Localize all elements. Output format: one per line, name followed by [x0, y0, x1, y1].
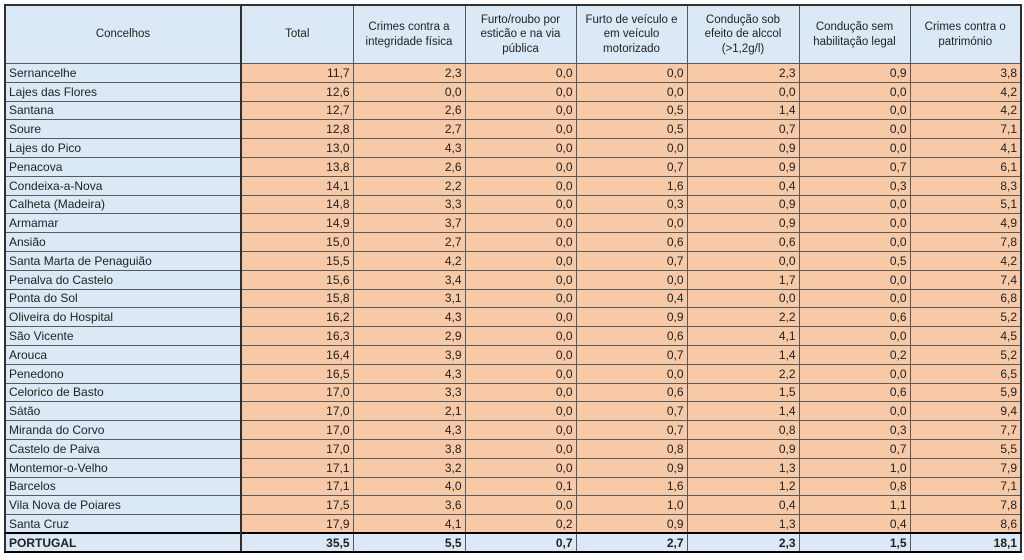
concelho-name-cell: Sernancelhe: [5, 64, 241, 83]
value-cell: 17,0: [241, 383, 353, 402]
value-cell: 0,7: [576, 157, 687, 176]
value-cell: 0,7: [687, 120, 799, 139]
value-cell: 2,7: [353, 120, 465, 139]
value-cell: 0,0: [465, 176, 576, 195]
value-cell: 0,8: [687, 421, 799, 440]
value-cell: 15,0: [241, 233, 353, 252]
value-cell: 35,5: [241, 533, 353, 552]
table-row: [5, 364, 1021, 383]
value-cell: 8,3: [910, 176, 1021, 195]
value-cell: 4,3: [353, 308, 465, 327]
table-row: [5, 195, 1021, 214]
value-cell: 14,8: [241, 195, 353, 214]
value-cell: 0,0: [465, 345, 576, 364]
value-cell: 0,0: [799, 101, 910, 120]
value-cell: 1,0: [799, 458, 910, 477]
concelho-name-cell: Penacova: [5, 157, 241, 176]
concelho-name-cell: Penedono: [5, 364, 241, 383]
value-cell: 0,5: [799, 251, 910, 270]
value-cell: 3,8: [353, 439, 465, 458]
concelho-name-cell: Santana: [5, 101, 241, 120]
table-row: [5, 439, 1021, 458]
total-row: [5, 533, 1021, 552]
value-cell: 4,5: [910, 327, 1021, 346]
value-cell: 6,8: [910, 289, 1021, 308]
value-cell: 0,6: [576, 327, 687, 346]
value-cell: 3,3: [353, 195, 465, 214]
value-cell: 5,1: [910, 195, 1021, 214]
value-cell: 0,0: [465, 157, 576, 176]
value-cell: 0,6: [576, 383, 687, 402]
value-cell: 0,0: [687, 289, 799, 308]
table-row: [5, 233, 1021, 252]
value-cell: 15,6: [241, 270, 353, 289]
value-cell: 1,4: [687, 402, 799, 421]
column-header: Condução sob efeito de alccol (>1,2g/l): [687, 5, 799, 64]
value-cell: 0,0: [799, 233, 910, 252]
value-cell: 17,0: [241, 439, 353, 458]
value-cell: 16,3: [241, 327, 353, 346]
value-cell: 0,0: [465, 233, 576, 252]
table-body: [5, 64, 1021, 553]
value-cell: 0,6: [687, 233, 799, 252]
value-cell: 4,2: [353, 251, 465, 270]
crime-statistics-table: [4, 4, 1022, 553]
table-row: [5, 176, 1021, 195]
value-cell: 15,8: [241, 289, 353, 308]
value-cell: 17,1: [241, 477, 353, 496]
value-cell: 0,7: [799, 157, 910, 176]
value-cell: 2,9: [353, 327, 465, 346]
value-cell: 0,9: [576, 515, 687, 534]
value-cell: 2,1: [353, 402, 465, 421]
header-row: [5, 5, 1021, 64]
value-cell: 0,0: [576, 214, 687, 233]
value-cell: 0,0: [465, 496, 576, 515]
value-cell: 12,6: [241, 82, 353, 101]
table-row: [5, 289, 1021, 308]
value-cell: 3,1: [353, 289, 465, 308]
table-header: [5, 5, 1021, 64]
table-row: [5, 214, 1021, 233]
value-cell: 2,2: [353, 176, 465, 195]
table-row: [5, 345, 1021, 364]
value-cell: 0,0: [687, 82, 799, 101]
value-cell: 0,0: [465, 214, 576, 233]
concelho-name-cell: Miranda do Corvo: [5, 421, 241, 440]
value-cell: 0,0: [465, 421, 576, 440]
value-cell: 17,9: [241, 515, 353, 534]
value-cell: 0,7: [799, 439, 910, 458]
value-cell: 0,0: [465, 139, 576, 158]
value-cell: 3,4: [353, 270, 465, 289]
value-cell: 4,3: [353, 364, 465, 383]
concelho-name-cell: Oliveira do Hospital: [5, 308, 241, 327]
value-cell: 0,9: [687, 439, 799, 458]
value-cell: 0,9: [576, 458, 687, 477]
value-cell: 5,5: [353, 533, 465, 552]
value-cell: 0,9: [687, 157, 799, 176]
value-cell: 17,5: [241, 496, 353, 515]
value-cell: 3,2: [353, 458, 465, 477]
value-cell: 4,9: [910, 214, 1021, 233]
concelho-name-cell: Santa Cruz: [5, 515, 241, 534]
value-cell: 0,0: [799, 289, 910, 308]
table-row: [5, 157, 1021, 176]
column-header: Furto de veículo e em veículo motorizado: [576, 5, 687, 64]
value-cell: 17,0: [241, 421, 353, 440]
value-cell: 5,2: [910, 345, 1021, 364]
table-row: [5, 458, 1021, 477]
value-cell: 0,9: [687, 214, 799, 233]
value-cell: 4,2: [910, 82, 1021, 101]
value-cell: 0,3: [576, 195, 687, 214]
concelho-name-cell: Sátão: [5, 402, 241, 421]
value-cell: 0,0: [465, 64, 576, 83]
value-cell: 0,9: [687, 195, 799, 214]
value-cell: 1,6: [576, 176, 687, 195]
value-cell: 3,3: [353, 383, 465, 402]
value-cell: 0,0: [576, 139, 687, 158]
value-cell: 1,6: [576, 477, 687, 496]
concelho-name-cell: Arouca: [5, 345, 241, 364]
value-cell: 5,2: [910, 308, 1021, 327]
value-cell: 0,0: [353, 82, 465, 101]
value-cell: 18,1: [910, 533, 1021, 552]
value-cell: 14,9: [241, 214, 353, 233]
table-row: [5, 402, 1021, 421]
value-cell: 2,2: [687, 308, 799, 327]
value-cell: 9,4: [910, 402, 1021, 421]
table-row: [5, 139, 1021, 158]
value-cell: 1,1: [799, 496, 910, 515]
value-cell: 16,2: [241, 308, 353, 327]
value-cell: 0,0: [799, 82, 910, 101]
value-cell: 0,0: [465, 327, 576, 346]
value-cell: 0,7: [465, 533, 576, 552]
value-cell: 3,8: [910, 64, 1021, 83]
value-cell: 0,0: [687, 251, 799, 270]
value-cell: 0,0: [576, 64, 687, 83]
value-cell: 7,8: [910, 233, 1021, 252]
value-cell: 0,0: [465, 101, 576, 120]
value-cell: 0,7: [576, 345, 687, 364]
table-row: [5, 477, 1021, 496]
value-cell: 0,2: [799, 345, 910, 364]
value-cell: 0,0: [465, 270, 576, 289]
value-cell: 0,0: [576, 82, 687, 101]
concelho-name-cell: Barcelos: [5, 477, 241, 496]
concelho-name-cell: Ansião: [5, 233, 241, 252]
value-cell: 15,5: [241, 251, 353, 270]
value-cell: 7,7: [910, 421, 1021, 440]
concelho-name-cell: Montemor-o-Velho: [5, 458, 241, 477]
value-cell: 0,0: [465, 383, 576, 402]
value-cell: 0,4: [799, 515, 910, 534]
column-header-concelhos: Concelhos: [5, 5, 241, 64]
value-cell: 3,9: [353, 345, 465, 364]
value-cell: 17,0: [241, 402, 353, 421]
value-cell: 5,5: [910, 439, 1021, 458]
value-cell: 5,9: [910, 383, 1021, 402]
value-cell: 3,7: [353, 214, 465, 233]
value-cell: 1,7: [687, 270, 799, 289]
value-cell: 0,0: [465, 308, 576, 327]
value-cell: 0,0: [576, 270, 687, 289]
value-cell: 2,6: [353, 157, 465, 176]
value-cell: 11,7: [241, 64, 353, 83]
value-cell: 0,4: [576, 289, 687, 308]
value-cell: 3,6: [353, 496, 465, 515]
value-cell: 1,5: [687, 383, 799, 402]
concelho-name-cell: Penalva do Castelo: [5, 270, 241, 289]
value-cell: 0,0: [465, 458, 576, 477]
value-cell: 17,1: [241, 458, 353, 477]
table-row: [5, 82, 1021, 101]
value-cell: 0,6: [576, 233, 687, 252]
value-cell: 0,4: [687, 496, 799, 515]
value-cell: 0,0: [465, 364, 576, 383]
concelho-name-cell: PORTUGAL: [5, 533, 241, 552]
value-cell: 16,4: [241, 345, 353, 364]
value-cell: 16,5: [241, 364, 353, 383]
value-cell: 1,4: [687, 101, 799, 120]
concelho-name-cell: Lajes das Flores: [5, 82, 241, 101]
value-cell: 0,9: [799, 64, 910, 83]
concelho-name-cell: Condeixa-a-Nova: [5, 176, 241, 195]
concelho-name-cell: Celorico de Basto: [5, 383, 241, 402]
table-row: [5, 270, 1021, 289]
concelho-name-cell: São Vicente: [5, 327, 241, 346]
value-cell: 4,1: [910, 139, 1021, 158]
value-cell: 0,6: [799, 308, 910, 327]
value-cell: 0,0: [799, 364, 910, 383]
concelho-name-cell: Vila Nova de Poiares: [5, 496, 241, 515]
value-cell: 4,3: [353, 421, 465, 440]
table-row: [5, 101, 1021, 120]
value-cell: 0,0: [465, 82, 576, 101]
value-cell: 0,0: [799, 270, 910, 289]
value-cell: 0,0: [799, 139, 910, 158]
value-cell: 0,0: [465, 439, 576, 458]
value-cell: 4,2: [910, 101, 1021, 120]
value-cell: 0,0: [465, 120, 576, 139]
value-cell: 4,0: [353, 477, 465, 496]
value-cell: 1,3: [687, 515, 799, 534]
value-cell: 7,8: [910, 496, 1021, 515]
value-cell: 0,0: [465, 195, 576, 214]
concelho-name-cell: Soure: [5, 120, 241, 139]
value-cell: 12,8: [241, 120, 353, 139]
concelho-name-cell: Lajes do Pico: [5, 139, 241, 158]
value-cell: 7,4: [910, 270, 1021, 289]
value-cell: 0,0: [799, 214, 910, 233]
concelho-name-cell: Santa Marta de Penaguião: [5, 251, 241, 270]
column-header: Crimes contra a integridade física: [353, 5, 465, 64]
value-cell: 0,0: [465, 402, 576, 421]
table-row: [5, 327, 1021, 346]
column-header: Condução sem habilitação legal: [799, 5, 910, 64]
value-cell: 0,7: [576, 251, 687, 270]
value-cell: 2,3: [687, 64, 799, 83]
value-cell: 1,4: [687, 345, 799, 364]
value-cell: 14,1: [241, 176, 353, 195]
value-cell: 0,7: [576, 421, 687, 440]
value-cell: 1,3: [687, 458, 799, 477]
concelho-name-cell: Calheta (Madeira): [5, 195, 241, 214]
value-cell: 0,4: [687, 176, 799, 195]
value-cell: 0,0: [799, 120, 910, 139]
value-cell: 7,1: [910, 477, 1021, 496]
value-cell: 13,0: [241, 139, 353, 158]
value-cell: 0,0: [799, 402, 910, 421]
concelho-name-cell: Armamar: [5, 214, 241, 233]
value-cell: 0,0: [465, 289, 576, 308]
table-row: [5, 308, 1021, 327]
value-cell: 0,8: [576, 439, 687, 458]
value-cell: 0,3: [799, 421, 910, 440]
value-cell: 0,0: [799, 327, 910, 346]
value-cell: 1,5: [799, 533, 910, 552]
value-cell: 0,1: [465, 477, 576, 496]
value-cell: 0,0: [799, 195, 910, 214]
table-row: [5, 251, 1021, 270]
value-cell: 1,2: [687, 477, 799, 496]
value-cell: 0,9: [687, 139, 799, 158]
concelho-name-cell: Ponta do Sol: [5, 289, 241, 308]
value-cell: 2,7: [576, 533, 687, 552]
value-cell: 2,3: [687, 533, 799, 552]
value-cell: 0,8: [799, 477, 910, 496]
value-cell: 2,2: [687, 364, 799, 383]
table-row: [5, 515, 1021, 534]
value-cell: 4,1: [687, 327, 799, 346]
value-cell: 13,8: [241, 157, 353, 176]
table-row: [5, 64, 1021, 83]
value-cell: 0,0: [576, 364, 687, 383]
column-header: Furto/roubo por esticão e na via pública: [465, 5, 576, 64]
value-cell: 4,1: [353, 515, 465, 534]
concelho-name-cell: Castelo de Paiva: [5, 439, 241, 458]
value-cell: 6,1: [910, 157, 1021, 176]
value-cell: 0,9: [576, 308, 687, 327]
table-row: [5, 421, 1021, 440]
value-cell: 7,9: [910, 458, 1021, 477]
value-cell: 0,2: [465, 515, 576, 534]
value-cell: 0,3: [799, 176, 910, 195]
column-header: Total: [241, 5, 353, 64]
value-cell: 1,0: [576, 496, 687, 515]
value-cell: 0,7: [576, 402, 687, 421]
table-row: [5, 383, 1021, 402]
table-row: [5, 120, 1021, 139]
value-cell: 6,5: [910, 364, 1021, 383]
value-cell: 0,6: [799, 383, 910, 402]
value-cell: 4,2: [910, 251, 1021, 270]
value-cell: 2,6: [353, 101, 465, 120]
value-cell: 7,1: [910, 120, 1021, 139]
value-cell: 0,5: [576, 120, 687, 139]
column-header: Crimes contra o património: [910, 5, 1021, 64]
value-cell: 2,7: [353, 233, 465, 252]
value-cell: 8,6: [910, 515, 1021, 534]
table-row: [5, 496, 1021, 515]
value-cell: 2,3: [353, 64, 465, 83]
value-cell: 4,3: [353, 139, 465, 158]
value-cell: 12,7: [241, 101, 353, 120]
value-cell: 0,0: [465, 251, 576, 270]
value-cell: 0,5: [576, 101, 687, 120]
